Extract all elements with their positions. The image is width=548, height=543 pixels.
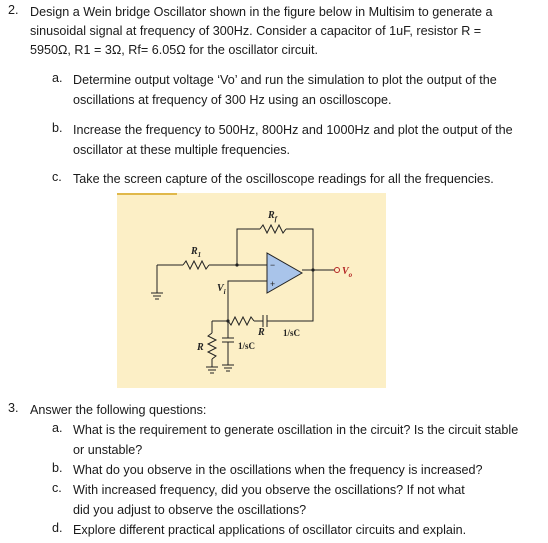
r1-ground bbox=[151, 293, 163, 299]
shunt-resistor bbox=[208, 333, 216, 359]
vi-label: $V_i$ bbox=[217, 283, 226, 296]
question-3d-marker: d. bbox=[52, 521, 63, 535]
question-2a-marker: a. bbox=[52, 71, 63, 85]
series-capacitor bbox=[254, 315, 272, 327]
question-3c-marker: c. bbox=[52, 481, 62, 495]
question-2-intro-line-1: Design a Wein bridge Oscillator shown in the figure below in Multisim to generate a bbox=[30, 5, 493, 19]
rf-label: $R_f$ bbox=[268, 210, 278, 223]
series-r-label: R bbox=[258, 327, 265, 338]
opamp-plus-sign: + bbox=[270, 279, 276, 289]
rf-wire-right bbox=[286, 229, 313, 270]
circuit-diagram bbox=[117, 193, 386, 388]
question-3a-marker: a. bbox=[52, 421, 63, 435]
r1-label: $R_1$ bbox=[191, 246, 202, 259]
shunt-resistor-ground bbox=[206, 359, 218, 373]
shunt-capacitor-ground bbox=[222, 342, 234, 371]
question-2-intro-line-2: sinusoidal signal at frequency of 300Hz. Consider a capacitor of 1uF, resistor R = bbox=[30, 24, 482, 38]
series-c-label: 1/sC bbox=[283, 328, 301, 338]
question-3b-marker: b. bbox=[52, 461, 63, 475]
question-3-title: Answer the following questions: bbox=[30, 403, 207, 417]
question-3c-line-2: did you adjust to observe the oscillations? bbox=[73, 503, 307, 517]
junction-dot-2 bbox=[311, 268, 314, 271]
question-2b-line-2: oscillator at these multiple frequencies. bbox=[73, 143, 291, 157]
question-2-number: 2. bbox=[8, 3, 19, 17]
r1-resistor bbox=[183, 261, 209, 269]
opamp-minus-sign: − bbox=[270, 260, 276, 270]
series-resistor bbox=[228, 317, 254, 325]
shunt-r-label: R bbox=[197, 342, 204, 353]
question-2a-line-2: oscillations at frequency of 300 Hz using an oscilloscope. bbox=[73, 93, 392, 107]
rf-wire bbox=[237, 229, 260, 265]
question-2b-line-1: Increase the frequency to 500Hz, 800Hz and 1000Hz and plot the output of the bbox=[73, 123, 513, 137]
question-3c-line-1: With increased frequency, did you observe the oscillations? If not what bbox=[73, 483, 465, 497]
question-3b-line-1: What do you observe in the oscillations when the frequency is increased? bbox=[73, 463, 483, 477]
vo-label: $V_o$ bbox=[342, 266, 353, 279]
question-2c-line-1: Take the screen capture of the oscilloscope readings for all the frequencies. bbox=[73, 172, 494, 186]
question-3a-line-1: What is the requirement to generate oscillation in the circuit? Is the circuit stable bbox=[73, 423, 519, 437]
question-3a-line-2: or unstable? bbox=[73, 443, 143, 457]
shunt-capacitor bbox=[222, 338, 234, 342]
question-3d-line-1: Explore different practical applications of oscillator circuits and explain. bbox=[73, 523, 467, 537]
question-2-intro-line-3: 5950Ω, R1 = 3Ω, Rf= 6.05Ω for the oscillator circuit. bbox=[30, 43, 318, 57]
shunt-c-label: 1/sC bbox=[238, 341, 256, 351]
question-2c-marker: c. bbox=[52, 170, 62, 184]
junction-dot-1 bbox=[235, 263, 238, 266]
question-2a-line-1: Determine output voltage ‘Vo’ and run the simulation to plot the output of the bbox=[73, 73, 497, 87]
question-2b-marker: b. bbox=[52, 121, 63, 135]
question-3-number: 3. bbox=[8, 401, 19, 415]
output-node bbox=[335, 268, 340, 273]
junction-dot-3 bbox=[226, 319, 229, 322]
rf-resistor bbox=[260, 225, 286, 233]
wein-bridge-circuit-figure bbox=[117, 193, 386, 388]
node-wire-left bbox=[228, 281, 267, 321]
